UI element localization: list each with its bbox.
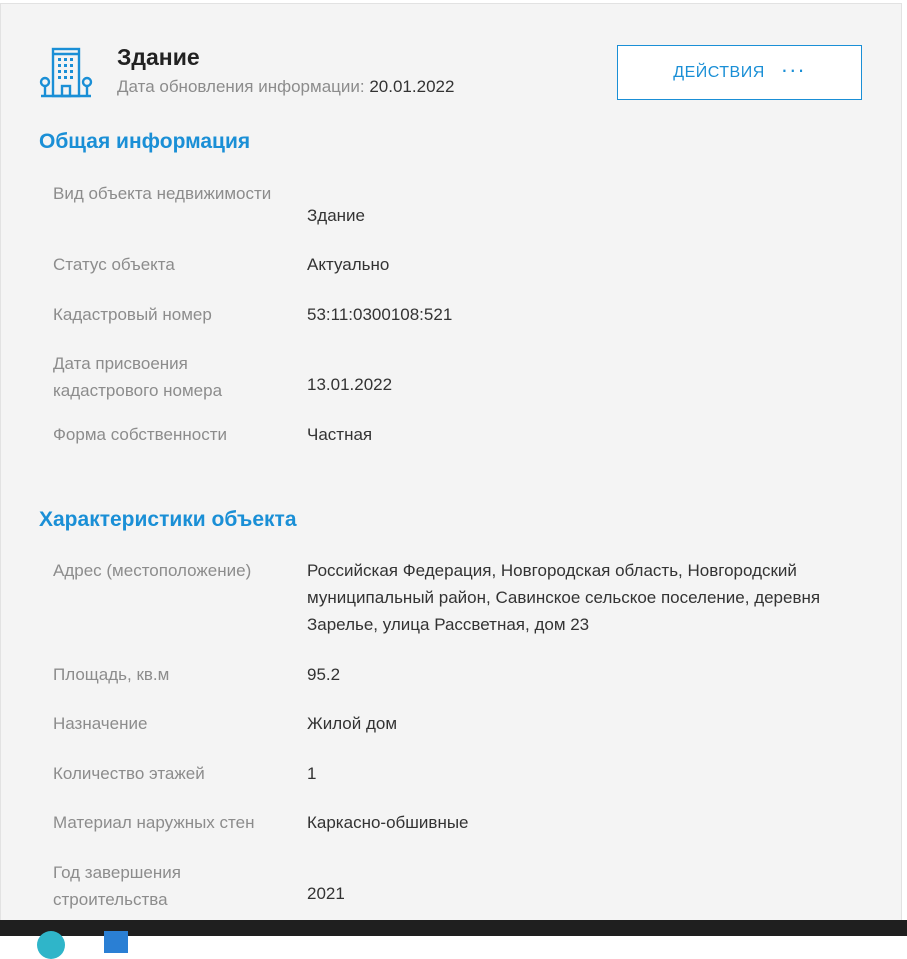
update-date-label: Дата обновления информации:	[117, 77, 365, 96]
row-value: Актуально	[307, 255, 390, 274]
row-label: Дата присвоения кадастрового номера	[53, 354, 223, 400]
object-title: Здание	[117, 44, 200, 70]
taskbar	[0, 920, 907, 936]
row-label: Форма собственности	[53, 425, 227, 444]
row-value: 1	[307, 764, 317, 783]
row-label: Кадастровый номер	[53, 305, 212, 324]
section-title-characteristics: Характеристики объекта	[39, 508, 297, 531]
row-value: Российская Федерация, Новгородская область, Новгородский муниципальный район, Савинское сельское поселение, деревня Зарелье, улица Рассветная, дом 23	[307, 561, 821, 634]
row-value: 2021	[307, 884, 345, 903]
row-value: Частная	[307, 425, 373, 444]
row-value: 95.2	[307, 665, 341, 684]
row-value: 53:11:0300108:521	[307, 305, 453, 324]
row-value: Здание	[307, 206, 365, 225]
row-label: Вид объекта недвижимости	[53, 184, 272, 203]
app-icon[interactable]	[104, 931, 128, 953]
actions-button-label: ДЕЙСТВИЯ	[673, 63, 765, 81]
row-value: Жилой дом	[307, 714, 398, 733]
actions-button[interactable]	[617, 45, 862, 100]
row-label: Назначение	[53, 714, 148, 733]
app-icon[interactable]	[37, 931, 65, 959]
object-card	[0, 3, 902, 936]
row-label: Площадь, кв.м	[53, 665, 170, 684]
more-dots-icon: ···	[780, 56, 806, 82]
row-label: Количество этажей	[53, 764, 205, 783]
row-value: Каркасно-обшивные	[307, 813, 469, 832]
building-icon	[39, 44, 93, 100]
update-date-value: 20.01.2022	[369, 77, 455, 96]
row-label: Статус объекта	[53, 255, 175, 274]
row-label: Материал наружных стен	[53, 813, 255, 832]
row-value: 13.01.2022	[307, 375, 393, 394]
row-label: Адрес (местоположение)	[53, 561, 252, 580]
row-label: Год завершения строительства	[53, 863, 181, 909]
section-title-general: Общая информация	[39, 130, 251, 153]
update-date-line	[117, 77, 454, 97]
